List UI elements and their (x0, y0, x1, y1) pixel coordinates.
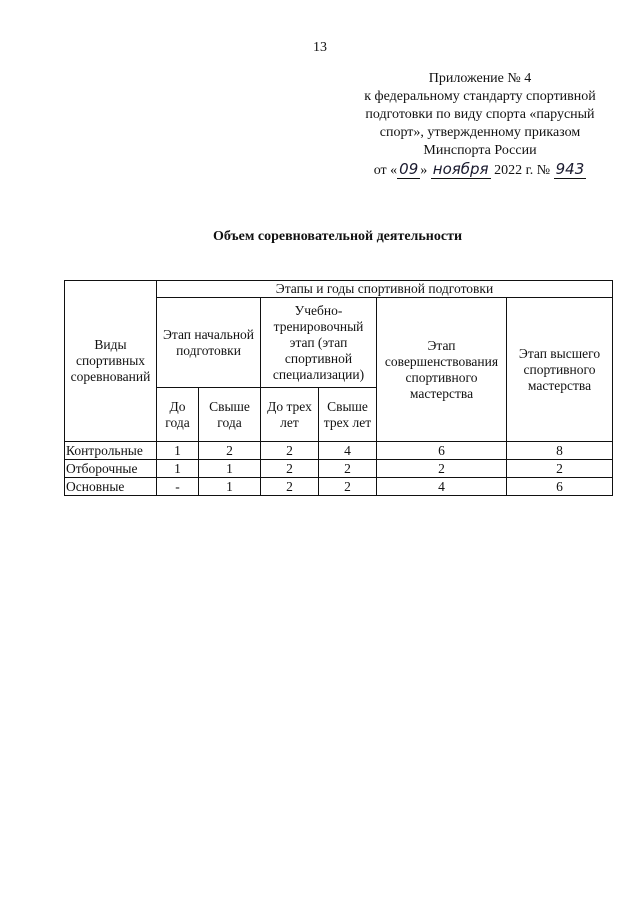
sub-header-up-to-year: До года (157, 388, 199, 442)
appendix-line: к федеральному стандарту спортивной (364, 89, 596, 104)
order-number: 943 (555, 160, 585, 178)
column-header-main: Этапы и годы спортивной подготовки (157, 281, 613, 298)
appendix-line: Минспорта России (423, 143, 537, 158)
table-cell: - (157, 478, 199, 496)
table-cell: 2 (319, 478, 377, 496)
order-month: ноября (432, 160, 489, 178)
appendix-line: подготовки по виду спорта «парусный (365, 107, 595, 122)
sub-header-up-to-three: До трех лет (261, 388, 319, 442)
order-day: 09 (399, 160, 419, 178)
table-cell: 1 (199, 478, 261, 496)
table-cell: 2 (507, 460, 613, 478)
appendix-line: Приложение № 4 (428, 71, 532, 86)
appendix-line: спорт», утвержденному приказом (379, 125, 581, 140)
table-cell: 1 (199, 460, 261, 478)
order-year: 2022 г. № (494, 163, 551, 178)
order-line (330, 160, 630, 180)
table-cell: 2 (377, 460, 507, 478)
table-cell: 2 (261, 478, 319, 496)
table-row (65, 478, 613, 496)
document-title: Объем соревновательной деятельности (212, 229, 463, 244)
stage-improvement-header: Этап совершенствования спортивного мастерства (377, 298, 507, 442)
table-cell: 6 (377, 442, 507, 460)
row-label: Отборочные (65, 460, 157, 478)
table-cell: 2 (261, 442, 319, 460)
table-cell: 6 (507, 478, 613, 496)
table-cell: 4 (319, 442, 377, 460)
table-row (65, 460, 613, 478)
row-label: Основные (65, 478, 157, 496)
stage-training-header: Учебно-тренировочный этап (этап спортивной специализации) (261, 298, 377, 388)
table-cell: 8 (507, 442, 613, 460)
order-prefix: от « (373, 163, 398, 178)
row-label: Контрольные (65, 442, 157, 460)
stage-highest-header: Этап высшего спортивного мастерства (507, 298, 613, 442)
table-cell: 2 (261, 460, 319, 478)
table-cell: 4 (377, 478, 507, 496)
table-cell: 2 (199, 442, 261, 460)
appendix-header (330, 70, 630, 180)
row-header-cell: Виды спортивных соревнований (65, 281, 157, 442)
table-cell: 2 (319, 460, 377, 478)
table-row (65, 442, 613, 460)
competition-volume-table (64, 280, 613, 496)
table-cell: 1 (157, 442, 199, 460)
sub-header-over-year: Свыше года (199, 388, 261, 442)
sub-header-over-three: Свыше трех лет (319, 388, 377, 442)
table-cell: 1 (157, 460, 199, 478)
page-number: 13 (313, 40, 327, 55)
stage-initial-header: Этап начальной подготовки (157, 298, 261, 388)
order-quote: » (420, 163, 428, 178)
